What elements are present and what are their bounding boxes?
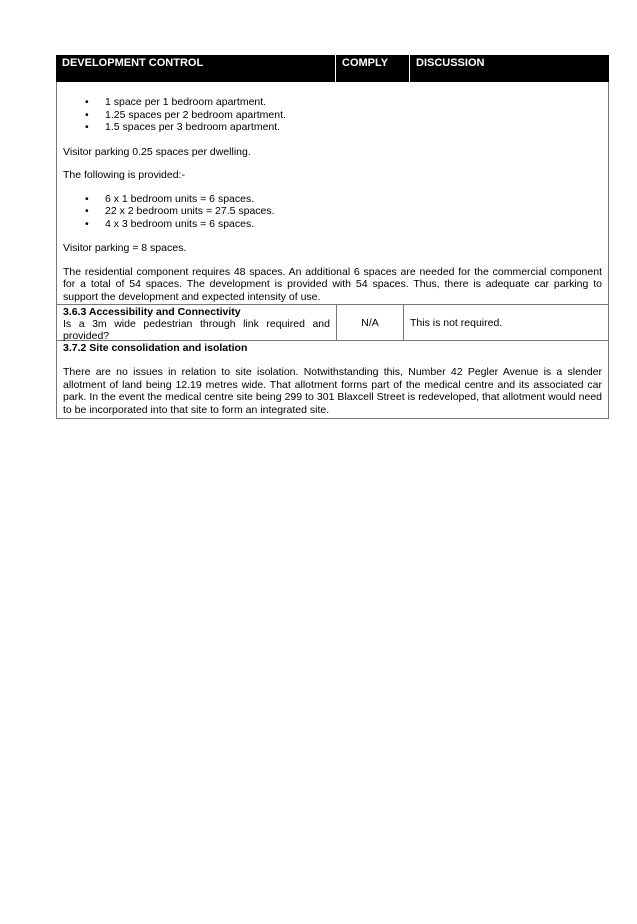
site-consolidation-section bbox=[56, 341, 609, 419]
header-discussion: DISCUSSION bbox=[416, 57, 485, 69]
header-comply: COMPLY bbox=[336, 55, 410, 82]
visitor-provided-text: Visitor parking = 8 spaces. bbox=[63, 242, 187, 254]
accessibility-control-cell bbox=[57, 305, 337, 340]
accessibility-question: Is a 3m wide pedestrian through link required and provided? bbox=[63, 318, 330, 342]
list-item: • 1.25 spaces per 2 bedroom apartment. bbox=[63, 109, 602, 122]
list-item: • 1.5 spaces per 3 bedroom apartment. bbox=[63, 121, 602, 134]
table-row-accessibility bbox=[56, 304, 609, 341]
parking-rates-list bbox=[63, 96, 602, 134]
header-development-control: DEVELOPMENT CONTROL bbox=[56, 55, 336, 82]
list-item: • 1 space per 1 bedroom apartment. bbox=[63, 96, 602, 109]
site-consolidation-text: There are no issues in relation to site isolation. Notwithstanding this, Number 42 Pegler Avenue is a slender allotment of land being 12.19 metres wide. That allotment forms part of the medical centre and its associated car park. In the event the medical centre site being 299 to 301 Blaxcell Street is redeveloped, that allotment would need to be incorporated into that site to form an integrated site. bbox=[63, 366, 602, 416]
provided-list bbox=[63, 193, 602, 231]
parking-section bbox=[56, 82, 609, 304]
list-item: • 6 x 1 bedroom units = 6 spaces. bbox=[63, 193, 602, 206]
accessibility-discussion-cell: This is not required. bbox=[410, 317, 503, 329]
table-header bbox=[56, 55, 609, 82]
accessibility-title: 3.6.3 Accessibility and Connectivity bbox=[63, 306, 241, 318]
list-item: • 22 x 2 bedroom units = 27.5 spaces. bbox=[63, 205, 602, 218]
list-item: • 4 x 3 bedroom units = 6 spaces. bbox=[63, 218, 602, 231]
development-control-table bbox=[56, 55, 609, 419]
visitor-rate-text: Visitor parking 0.25 spaces per dwelling. bbox=[63, 145, 251, 158]
site-consolidation-title: 3.7.2 Site consolidation and isolation bbox=[63, 342, 248, 354]
accessibility-comply-cell: N/A bbox=[337, 305, 404, 340]
provided-intro-text: The following is provided:- bbox=[63, 169, 185, 181]
parking-summary-text: The residential component requires 48 spaces. An additional 6 spaces are needed for the commercial component for a total of 54 spaces. The development is provided with 54 spaces. Thus, there is adequate car parking to support the development and expected intensity of use. bbox=[63, 265, 602, 303]
